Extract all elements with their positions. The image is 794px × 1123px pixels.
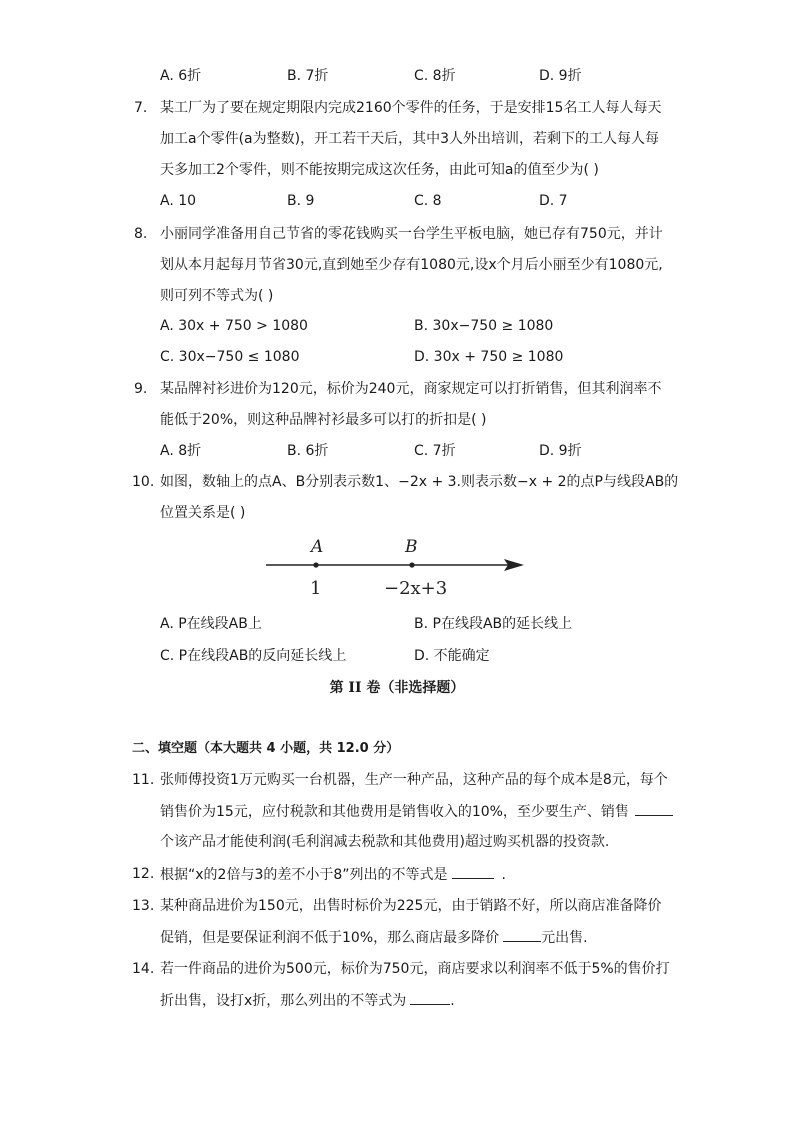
question-number: 13.: [132, 898, 155, 914]
option-a: A. 8折: [160, 443, 202, 459]
option-c: C. 30x−750 ≤ 1080: [160, 349, 300, 365]
option-d: D. 30x + 750 ≥ 1080: [414, 349, 564, 365]
point-a-label: A: [311, 537, 324, 557]
question-number: 9.: [134, 381, 148, 397]
option-b: B. 6折: [287, 443, 329, 459]
question-text-line: 能低于20%，则这种品牌衬衫最多可以打的折扣是( ): [160, 412, 487, 428]
question-text: 根据“x的2倍与3的差不小于8”列出的不等式是: [160, 867, 448, 883]
question-text-line: 某种商品进价为150元，出售时标价为225元，由于销路不好，所以商店准备降价: [160, 898, 662, 914]
option-d: D. 不能确定: [414, 648, 490, 664]
question-number: 14.: [132, 961, 155, 977]
point-a-value: 1: [310, 578, 322, 599]
part-2-title: 第 II 卷（非选择题）: [329, 680, 465, 696]
question-text-end: 元出售.: [541, 930, 588, 946]
answer-blank[interactable]: [410, 990, 450, 1005]
question-text-line: 如图，数轴上的点A、B分别表示数1、−2x + 3.则表示数−x + 2的点P与线段AB的: [160, 474, 679, 490]
option-b: B. 30x−750 ≥ 1080: [414, 318, 554, 334]
answer-blank[interactable]: [503, 927, 541, 942]
answer-blank[interactable]: [452, 864, 494, 879]
question-number: 10.: [132, 474, 155, 490]
question-text-line: 张师傅投资1万元购买一台机器，生产一种产品，这种产品的每个成本是8元，每个: [160, 772, 668, 788]
option-a: A. 6折: [160, 68, 202, 84]
option-b: B. 9: [287, 193, 315, 209]
question-text-line: 加工a个零件(a为整数)，开工若干天后，其中3人外出培训，若剩下的工人每人每: [160, 131, 659, 147]
option-c: C. 8: [414, 193, 442, 209]
question-number: 7.: [134, 100, 148, 116]
question-text-line-with-blank: [160, 927, 588, 948]
question-number: 8.: [134, 226, 148, 242]
question-number: 12.: [132, 866, 155, 882]
question-text-line: 则可列不等式为( ): [160, 288, 274, 304]
option-c: C. 7折: [414, 443, 456, 459]
option-b: B. 7折: [287, 68, 329, 84]
question-text-line: 小丽同学准备用自己节省的零花钱购买一台学生平板电脑，她已存有750元，并计: [160, 226, 663, 242]
answer-blank[interactable]: [635, 801, 673, 816]
question-text-line-with-blank: [160, 990, 455, 1011]
option-c: C. 8折: [414, 68, 456, 84]
point-a-dot: [313, 562, 318, 567]
question-text-line: 划从本月起每月节省30元,直到她至少存有1080元,设x个月后小丽至少有1080元,: [160, 257, 663, 273]
question-text-line-with-blank: [160, 801, 673, 822]
option-a: A. 30x + 750 > 1080: [160, 318, 308, 334]
question-text-line-with-blank: [160, 864, 506, 885]
question-text: 销售价为15元，应付税款和其他费用是销售收入的10%，至少要生产、销售: [160, 804, 629, 820]
question-text: 折出售，设打x折，那么列出的不等式为: [160, 993, 407, 1009]
question-text-line: 天多加工2个零件，则不能按期完成这次任务，由此可知a的值至少为( ): [160, 162, 599, 178]
option-d: D. 9折: [539, 443, 582, 459]
question-number: 11.: [132, 772, 155, 788]
question-text-line: 位置关系是( ): [160, 505, 246, 521]
number-line-figure: [262, 533, 532, 603]
question-text: 促销，但是要保证利润不低于10%，那么商店最多降价: [160, 930, 500, 946]
question-text-line: 某工厂为了要在规定期限内完成2160个零件的任务，于是安排15名工人每人每天: [160, 100, 662, 116]
option-a: A. 10: [160, 193, 197, 209]
question-text-line: 某品牌衬衫进价为120元，标价为240元，商家规定可以打折销售，但其利润率不: [160, 381, 662, 397]
option-b: B. P在线段AB的延长线上: [414, 616, 573, 632]
question-text-end: .: [501, 867, 506, 883]
option-d: D. 7: [539, 193, 568, 209]
point-b-value: −2x+3: [384, 578, 448, 599]
point-b-label: B: [405, 537, 418, 557]
question-text-line: 个该产品才能使利润(毛利润减去税款和其他费用)超过购买机器的投资款.: [160, 834, 610, 850]
question-text-end: .: [450, 993, 455, 1009]
option-a: A. P在线段AB上: [160, 616, 262, 632]
point-b-dot: [409, 562, 414, 567]
section-heading: 二、填空题（本大题共 4 小题，共 12.0 分）: [132, 741, 400, 756]
option-d: D. 9折: [539, 68, 582, 84]
option-c: C. P在线段AB的反向延长线上: [160, 648, 347, 664]
question-text-line: 若一件商品的进价为500元，标价为750元，商店要求以利润率不低于5%的售价打: [160, 961, 670, 977]
